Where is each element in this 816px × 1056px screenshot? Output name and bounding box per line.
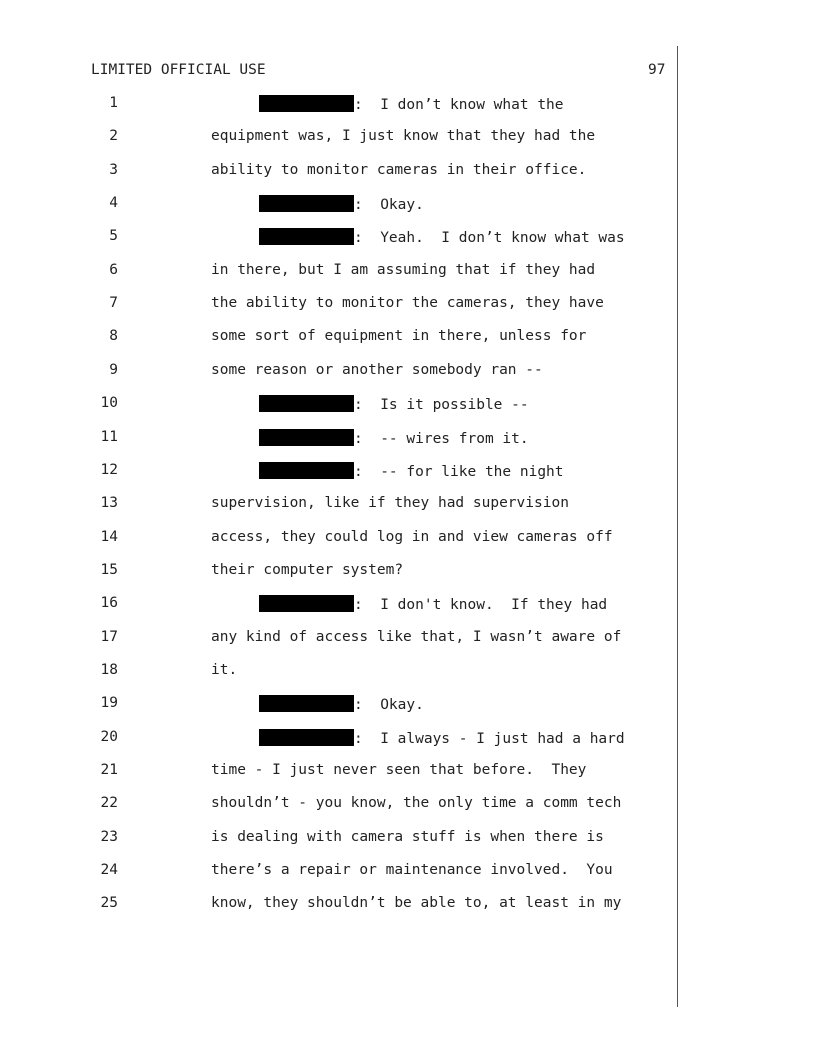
line-number: 4: [109, 195, 118, 211]
speaker-line: [259, 195, 424, 213]
continuation-line: [211, 662, 237, 678]
speaker-line: [259, 395, 529, 413]
transcript-line: [0, 862, 816, 882]
redacted-speaker-name: [259, 462, 354, 479]
transcript-line: [0, 595, 816, 615]
transcript-line: [0, 729, 816, 749]
transcript-line: [0, 629, 816, 649]
continuation-line: [211, 162, 586, 178]
transcript-line: [0, 895, 816, 915]
line-text: : Is it possible --: [354, 397, 529, 413]
line-number: 18: [100, 662, 118, 678]
continuation-line: [211, 295, 604, 311]
line-text: know, they shouldn’t be able to, at least in my: [211, 895, 622, 911]
line-number: 25: [100, 895, 118, 911]
redacted-speaker-name: [259, 695, 354, 712]
line-number: 14: [100, 529, 118, 545]
line-number: 5: [109, 228, 118, 244]
speaker-line: [259, 595, 607, 613]
line-number: 24: [100, 862, 118, 878]
line-text: is dealing with camera stuff is when there is: [211, 829, 604, 845]
transcript-line: [0, 295, 816, 315]
line-text: access, they could log in and view cameras off: [211, 529, 613, 545]
transcript-line: [0, 195, 816, 215]
header-classification: LIMITED OFFICIAL USE: [91, 62, 266, 78]
redacted-speaker-name: [259, 195, 354, 212]
speaker-line: [259, 429, 529, 447]
line-text: any kind of access like that, I wasn’t aware of: [211, 629, 622, 645]
transcript-line: [0, 795, 816, 815]
line-text: : Okay.: [354, 197, 424, 213]
speaker-line: [259, 95, 564, 113]
continuation-line: [211, 862, 613, 878]
continuation-line: [211, 495, 569, 511]
transcript-line: [0, 462, 816, 482]
line-number: 11: [100, 429, 118, 445]
line-number: 1: [109, 95, 118, 111]
line-text: in there, but I am assuming that if they had: [211, 262, 596, 278]
line-number: 10: [100, 395, 118, 411]
speaker-line: [259, 695, 424, 713]
continuation-line: [211, 128, 595, 144]
line-number: 15: [100, 562, 118, 578]
transcript-line: [0, 95, 816, 115]
redacted-speaker-name: [259, 228, 354, 245]
transcript-line: [0, 429, 816, 449]
line-number: 9: [109, 362, 118, 378]
line-text: some reason or another somebody ran --: [211, 362, 543, 378]
transcript-line: [0, 395, 816, 415]
redacted-speaker-name: [259, 429, 354, 446]
line-text: : -- wires from it.: [354, 431, 529, 447]
line-text: some sort of equipment in there, unless for: [211, 328, 587, 344]
redacted-speaker-name: [259, 595, 354, 612]
transcript-line: [0, 829, 816, 849]
line-text: time - I just never seen that before. They: [211, 762, 587, 778]
line-text: : -- for like the night: [354, 464, 564, 480]
line-number: 6: [109, 262, 118, 278]
redacted-speaker-name: [259, 729, 354, 746]
transcript-line: [0, 228, 816, 248]
continuation-line: [211, 795, 621, 811]
line-number: 8: [109, 328, 118, 344]
line-number: 13: [100, 495, 118, 511]
line-number: 12: [100, 462, 118, 478]
line-number: 23: [100, 829, 118, 845]
transcript-line: [0, 562, 816, 582]
continuation-line: [211, 895, 621, 911]
line-number: 7: [109, 295, 118, 311]
speaker-line: [259, 729, 625, 747]
speaker-line: [259, 228, 625, 246]
line-text: : Okay.: [354, 697, 424, 713]
line-text: : I don’t know what the: [354, 97, 564, 113]
continuation-line: [211, 529, 613, 545]
page-number: 97: [648, 62, 666, 78]
line-number: 3: [109, 162, 118, 178]
line-number: 20: [100, 729, 118, 745]
continuation-line: [211, 562, 403, 578]
transcript-line: [0, 262, 816, 282]
transcript-line: [0, 328, 816, 348]
continuation-line: [211, 829, 604, 845]
transcript-line: [0, 162, 816, 182]
line-text: equipment was, I just know that they had the: [211, 128, 596, 144]
line-number: 2: [109, 128, 118, 144]
transcript-line: [0, 362, 816, 382]
line-text: there’s a repair or maintenance involved. You: [211, 862, 613, 878]
line-text: : Yeah. I don’t know what was: [354, 230, 625, 246]
line-text: : I don't know. If they had: [354, 597, 608, 613]
continuation-line: [211, 362, 543, 378]
transcript-line: [0, 695, 816, 715]
line-number: 16: [100, 595, 118, 611]
line-number: 21: [100, 762, 118, 778]
continuation-line: [211, 629, 621, 645]
line-text: it.: [211, 662, 238, 678]
speaker-line: [259, 462, 564, 480]
continuation-line: [211, 762, 586, 778]
line-text: : I always - I just had a hard: [354, 731, 625, 747]
line-text: shouldn’t - you know, the only time a comm tech: [211, 795, 622, 811]
line-text: their computer system?: [211, 562, 404, 578]
line-number: 22: [100, 795, 118, 811]
continuation-line: [211, 262, 595, 278]
line-number: 17: [100, 629, 118, 645]
redacted-speaker-name: [259, 95, 354, 112]
continuation-line: [211, 328, 586, 344]
line-text: ability to monitor cameras in their office.: [211, 162, 587, 178]
transcript-line: [0, 662, 816, 682]
transcript-line: [0, 762, 816, 782]
line-text: supervision, like if they had supervision: [211, 495, 569, 511]
line-number: 19: [100, 695, 118, 711]
transcript-line: [0, 529, 816, 549]
transcript-line: [0, 128, 816, 148]
line-text: the ability to monitor the cameras, they have: [211, 295, 604, 311]
transcript-line: [0, 495, 816, 515]
redacted-speaker-name: [259, 395, 354, 412]
